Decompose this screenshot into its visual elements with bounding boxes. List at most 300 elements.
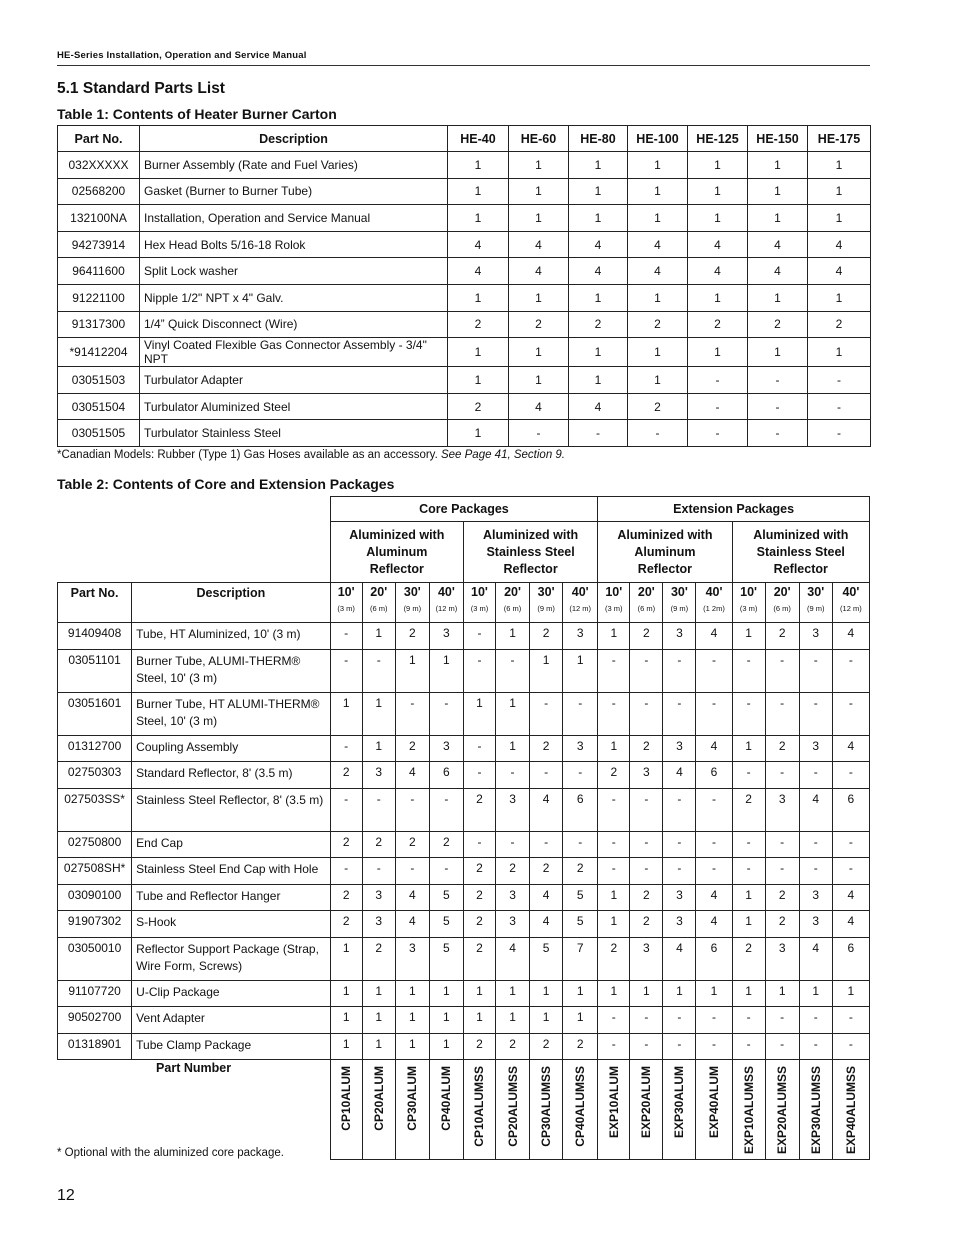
quantity-cell: - xyxy=(496,649,530,692)
quantity-cell: - xyxy=(598,858,630,885)
subgroup-line: Reflector xyxy=(637,561,692,576)
quantity-cell: 2 xyxy=(688,311,748,338)
quantity-cell: 1 xyxy=(530,649,563,692)
length-metric: (6 m) xyxy=(503,604,522,613)
quantity-cell: 1 xyxy=(630,980,663,1007)
part-number-cell: 03051504 xyxy=(58,393,140,420)
quantity-cell: - xyxy=(765,649,799,692)
quantity-cell: - xyxy=(530,831,563,858)
length-metric: (3 m) xyxy=(605,604,623,613)
quantity-cell: - xyxy=(663,858,696,885)
quantity-cell: - xyxy=(696,649,732,692)
quantity-cell: 4 xyxy=(748,231,808,258)
table-row xyxy=(58,735,870,762)
quantity-cell: 1 xyxy=(808,178,871,205)
quantity-cell: 4 xyxy=(696,884,732,911)
quantity-cell: - xyxy=(362,649,395,692)
length-feet: 30' xyxy=(670,585,688,599)
quantity-cell: 2 xyxy=(530,735,563,762)
quantity-cell: 4 xyxy=(395,911,429,938)
table1-column-header: Description xyxy=(140,126,448,152)
quantity-cell: 1 xyxy=(808,152,871,179)
part-number-cell: 03051601 xyxy=(58,692,132,735)
part-number-label: Part Number xyxy=(156,1061,232,1075)
quantity-cell: - xyxy=(663,692,696,735)
package-code: EXP20ALUM xyxy=(639,1066,654,1139)
table1-footnote-ref: See Page 41, Section 9. xyxy=(440,449,566,461)
quantity-cell: - xyxy=(663,649,696,692)
quantity-cell: 3 xyxy=(630,937,663,980)
quantity-cell: 2 xyxy=(463,937,495,980)
quantity-cell: - xyxy=(569,420,628,447)
subgroup-line: Aluminized with xyxy=(753,527,849,542)
quantity-cell: - xyxy=(832,1007,869,1034)
quantity-cell: 4 xyxy=(628,258,688,285)
quantity-cell: 1 xyxy=(569,284,628,311)
quantity-cell: - xyxy=(598,1007,630,1034)
quantity-cell: 1 xyxy=(395,1007,429,1034)
quantity-cell: 3 xyxy=(563,735,598,762)
table2-title: Table 2: Contents of Core and Extension Packages xyxy=(57,476,395,492)
subgroup-line: Stainless Steel xyxy=(486,544,575,559)
quantity-cell: 3 xyxy=(799,911,832,938)
quantity-cell: 6 xyxy=(832,937,869,980)
quantity-cell: 4 xyxy=(808,258,871,285)
quantity-cell: 1 xyxy=(688,205,748,232)
quantity-cell: 1 xyxy=(509,367,569,394)
quantity-cell: 2 xyxy=(765,623,799,650)
quantity-cell: 4 xyxy=(688,231,748,258)
table-row xyxy=(58,178,871,205)
quantity-cell: - xyxy=(696,831,732,858)
quantity-cell: - xyxy=(463,735,495,762)
table-row xyxy=(58,623,870,650)
quantity-cell: 3 xyxy=(799,735,832,762)
quantity-cell: 3 xyxy=(663,735,696,762)
quantity-cell: 2 xyxy=(395,623,429,650)
quantity-cell: - xyxy=(598,788,630,831)
part-number-cell: 91221100 xyxy=(58,284,140,311)
table-row xyxy=(58,420,871,447)
quantity-cell: 1 xyxy=(448,178,509,205)
package-subgroup-header xyxy=(732,522,869,583)
quantity-cell: 1 xyxy=(448,284,509,311)
table1-column-header: HE-150 xyxy=(748,126,808,152)
quantity-cell: 5 xyxy=(429,937,463,980)
quantity-cell: - xyxy=(799,1033,832,1060)
quantity-cell: - xyxy=(330,735,362,762)
quantity-cell: 1 xyxy=(530,1007,563,1034)
quantity-cell: - xyxy=(663,1007,696,1034)
package-code-cell xyxy=(630,1060,663,1160)
quantity-cell: 7 xyxy=(563,937,598,980)
quantity-cell: 3 xyxy=(496,884,530,911)
quantity-cell: 1 xyxy=(362,1007,395,1034)
quantity-cell: - xyxy=(530,692,563,735)
quantity-cell: - xyxy=(732,858,765,885)
length-header xyxy=(395,583,429,623)
quantity-cell: 1 xyxy=(598,911,630,938)
table-row xyxy=(58,649,870,692)
quantity-cell: 2 xyxy=(330,762,362,789)
package-code-cell xyxy=(463,1060,495,1160)
quantity-cell: - xyxy=(630,788,663,831)
quantity-cell: 2 xyxy=(530,858,563,885)
quantity-cell: 1 xyxy=(688,178,748,205)
length-metric: (9 m) xyxy=(806,604,825,613)
quantity-cell: - xyxy=(688,367,748,394)
table1-column-header: HE-40 xyxy=(448,126,509,152)
length-header-row xyxy=(58,583,870,623)
length-feet: 10' xyxy=(605,585,623,599)
length-feet: 20' xyxy=(504,585,521,599)
quantity-cell: 4 xyxy=(530,788,563,831)
table-row xyxy=(58,284,871,311)
quantity-cell: 1 xyxy=(628,284,688,311)
table-row xyxy=(58,1033,870,1060)
quantity-cell: 1 xyxy=(330,937,362,980)
quantity-cell: - xyxy=(663,1033,696,1060)
quantity-cell: 1 xyxy=(688,152,748,179)
description-cell: U-Clip Package xyxy=(132,980,330,1007)
quantity-cell: - xyxy=(765,1007,799,1034)
quantity-cell: 1 xyxy=(362,980,395,1007)
quantity-cell: - xyxy=(832,858,869,885)
quantity-cell: 2 xyxy=(732,788,765,831)
length-feet: 10' xyxy=(337,585,355,599)
quantity-cell: 2 xyxy=(530,1033,563,1060)
package-code: EXP40ALUMSS xyxy=(843,1066,858,1155)
description-cell: Vinyl Coated Flexible Gas Connector Assembly - 3/4" NPT xyxy=(140,338,448,367)
quantity-cell: 4 xyxy=(663,937,696,980)
quantity-cell: 4 xyxy=(530,884,563,911)
quantity-cell: - xyxy=(696,858,732,885)
description-cell: Standard Reflector, 8' (3.5 m) xyxy=(132,762,330,789)
length-metric: (12 m) xyxy=(435,604,458,613)
quantity-cell: 1 xyxy=(569,178,628,205)
quantity-cell: 1 xyxy=(362,735,395,762)
length-header xyxy=(330,583,362,623)
quantity-cell: 2 xyxy=(362,937,395,980)
quantity-cell: 1 xyxy=(463,980,495,1007)
quantity-cell: 1 xyxy=(799,980,832,1007)
quantity-cell: - xyxy=(832,762,869,789)
table-row xyxy=(58,788,870,831)
subgroup-line: Aluminized with xyxy=(483,527,579,542)
length-metric: (12 m) xyxy=(840,604,862,613)
quantity-cell: - xyxy=(630,858,663,885)
quantity-cell: - xyxy=(630,692,663,735)
quantity-cell: - xyxy=(563,831,598,858)
quantity-cell: 2 xyxy=(448,393,509,420)
quantity-cell: 2 xyxy=(463,911,495,938)
package-code-cell xyxy=(395,1060,429,1160)
length-header xyxy=(530,583,563,623)
quantity-cell: - xyxy=(748,393,808,420)
quantity-cell: 5 xyxy=(429,911,463,938)
table-row xyxy=(58,393,871,420)
quantity-cell: 2 xyxy=(463,858,495,885)
table-row xyxy=(58,884,870,911)
package-code: EXP10ALUMSS xyxy=(741,1066,756,1155)
length-feet: 40' xyxy=(842,585,860,599)
quantity-cell: - xyxy=(765,762,799,789)
quantity-cell: 1 xyxy=(748,338,808,367)
quantity-cell: 1 xyxy=(429,649,463,692)
quantity-cell: 1 xyxy=(330,1033,362,1060)
quantity-cell: - xyxy=(362,858,395,885)
package-code-cell xyxy=(663,1060,696,1160)
quantity-cell: 1 xyxy=(429,1007,463,1034)
quantity-cell: - xyxy=(732,649,765,692)
part-number-cell: *91412204 xyxy=(58,338,140,367)
quantity-cell: 1 xyxy=(463,1007,495,1034)
quantity-cell: - xyxy=(688,420,748,447)
part-number-cell: 02750800 xyxy=(58,831,132,858)
quantity-cell: - xyxy=(509,420,569,447)
length-header xyxy=(496,583,530,623)
length-header xyxy=(598,583,630,623)
length-header xyxy=(832,583,869,623)
quantity-cell: 2 xyxy=(630,884,663,911)
quantity-cell: 1 xyxy=(448,205,509,232)
table1-footnote xyxy=(57,449,565,461)
quantity-cell: - xyxy=(799,831,832,858)
package-code: EXP40ALUM xyxy=(707,1066,721,1139)
description-cell: Stainless Steel End Cap with Hole xyxy=(132,858,330,885)
quantity-cell: 1 xyxy=(563,649,598,692)
quantity-cell: 2 xyxy=(630,735,663,762)
part-number-cell: 027503SS* xyxy=(58,788,132,831)
core-extension-packages-table xyxy=(57,496,870,1160)
quantity-cell: - xyxy=(748,420,808,447)
quantity-cell: 2 xyxy=(530,623,563,650)
quantity-cell: 4 xyxy=(509,258,569,285)
package-code-row xyxy=(58,1060,870,1160)
quantity-cell: 4 xyxy=(628,231,688,258)
table-row xyxy=(58,980,870,1007)
quantity-cell: 2 xyxy=(395,735,429,762)
length-metric: (3 m) xyxy=(337,604,355,613)
description-cell: Tube, HT Aluminized, 10' (3 m) xyxy=(132,623,330,650)
quantity-cell: - xyxy=(330,858,362,885)
quantity-cell: 1 xyxy=(563,980,598,1007)
table-row xyxy=(58,367,871,394)
quantity-cell: 4 xyxy=(569,231,628,258)
table-row xyxy=(58,1007,870,1034)
description-cell: End Cap xyxy=(132,831,330,858)
package-code: CP30ALUM xyxy=(405,1066,420,1131)
quantity-cell: 3 xyxy=(765,937,799,980)
quantity-cell: 1 xyxy=(362,623,395,650)
quantity-cell: 2 xyxy=(765,735,799,762)
quantity-cell: - xyxy=(696,1033,732,1060)
part-number-cell: 03051505 xyxy=(58,420,140,447)
part-number-cell: 03051503 xyxy=(58,367,140,394)
quantity-cell: 1 xyxy=(429,1033,463,1060)
section-title: 5.1 Standard Parts List xyxy=(57,80,225,97)
heater-burner-carton-table xyxy=(57,125,871,447)
package-group-header: Core Packages xyxy=(330,497,598,522)
part-number-cell: 91907302 xyxy=(58,911,132,938)
subgroup-line: Aluminized with xyxy=(349,527,445,542)
quantity-cell: 2 xyxy=(598,762,630,789)
quantity-cell: 1 xyxy=(448,152,509,179)
table-row xyxy=(58,338,871,367)
length-header xyxy=(463,583,495,623)
quantity-cell: - xyxy=(598,1033,630,1060)
quantity-cell: 1 xyxy=(732,623,765,650)
quantity-cell: - xyxy=(732,762,765,789)
quantity-cell: - xyxy=(429,692,463,735)
quantity-cell: - xyxy=(765,858,799,885)
quantity-cell: 1 xyxy=(832,980,869,1007)
quantity-cell: 2 xyxy=(429,831,463,858)
quantity-cell: - xyxy=(799,762,832,789)
quantity-cell: - xyxy=(630,649,663,692)
quantity-cell: 4 xyxy=(832,735,869,762)
length-metric: (3 m) xyxy=(739,604,758,613)
quantity-cell: 5 xyxy=(563,884,598,911)
quantity-cell: 4 xyxy=(509,393,569,420)
quantity-cell: 2 xyxy=(463,884,495,911)
description-header: Description xyxy=(132,583,330,623)
quantity-cell: 6 xyxy=(696,937,732,980)
subgroup-line: Aluminum xyxy=(634,544,696,559)
quantity-cell: - xyxy=(598,649,630,692)
quantity-cell: - xyxy=(832,831,869,858)
quantity-cell: 2 xyxy=(330,831,362,858)
package-code-cell xyxy=(362,1060,395,1160)
quantity-cell: 2 xyxy=(496,1033,530,1060)
quantity-cell: - xyxy=(496,831,530,858)
quantity-cell: 1 xyxy=(598,623,630,650)
table1-column-header: HE-175 xyxy=(808,126,871,152)
quantity-cell: 2 xyxy=(463,788,495,831)
running-header xyxy=(57,50,870,66)
quantity-cell: 5 xyxy=(429,884,463,911)
quantity-cell: 2 xyxy=(395,831,429,858)
quantity-cell: 1 xyxy=(395,649,429,692)
package-code: EXP30ALUMSS xyxy=(808,1066,823,1155)
quantity-cell: 1 xyxy=(808,284,871,311)
quantity-cell: 4 xyxy=(696,623,732,650)
quantity-cell: - xyxy=(765,1033,799,1060)
quantity-cell: 1 xyxy=(563,1007,598,1034)
package-code-cell xyxy=(696,1060,732,1160)
quantity-cell: - xyxy=(732,1033,765,1060)
quantity-cell: 1 xyxy=(748,205,808,232)
length-feet: 30' xyxy=(403,585,421,599)
length-metric: (12 m) xyxy=(569,604,592,613)
quantity-cell: 1 xyxy=(688,284,748,311)
part-number-cell: 01318901 xyxy=(58,1033,132,1060)
quantity-cell: 2 xyxy=(563,858,598,885)
package-code-cell xyxy=(799,1060,832,1160)
package-code: CP20ALUMSS xyxy=(505,1066,520,1147)
quantity-cell: 3 xyxy=(362,762,395,789)
quantity-cell: - xyxy=(395,858,429,885)
package-code: CP40ALUM xyxy=(439,1066,454,1131)
length-header xyxy=(630,583,663,623)
quantity-cell: - xyxy=(563,692,598,735)
quantity-cell: 2 xyxy=(330,911,362,938)
quantity-cell: 6 xyxy=(429,762,463,789)
quantity-cell: - xyxy=(808,393,871,420)
quantity-cell: 1 xyxy=(496,1007,530,1034)
quantity-cell: 1 xyxy=(628,338,688,367)
length-header xyxy=(429,583,463,623)
quantity-cell: - xyxy=(463,649,495,692)
length-feet: 10' xyxy=(471,585,488,599)
table-row xyxy=(58,258,871,285)
part-number-cell: 02568200 xyxy=(58,178,140,205)
quantity-cell: 4 xyxy=(448,258,509,285)
length-metric: (6 m) xyxy=(637,604,656,613)
package-code-cell xyxy=(429,1060,463,1160)
part-number-cell: 03050010 xyxy=(58,937,132,980)
package-code: CP10ALUMSS xyxy=(472,1066,487,1147)
quantity-cell: 1 xyxy=(448,367,509,394)
length-feet: 20' xyxy=(370,585,388,599)
quantity-cell: 4 xyxy=(448,231,509,258)
part-number-cell: 91107720 xyxy=(58,980,132,1007)
table-row xyxy=(58,692,870,735)
part-number-cell: 94273914 xyxy=(58,231,140,258)
quantity-cell: 4 xyxy=(808,231,871,258)
quantity-cell: 4 xyxy=(799,788,832,831)
quantity-cell: 3 xyxy=(362,884,395,911)
length-header xyxy=(732,583,765,623)
quantity-cell: - xyxy=(732,692,765,735)
description-cell: Turbulator Stainless Steel xyxy=(140,420,448,447)
length-metric: (9 m) xyxy=(670,604,689,613)
blank-cell xyxy=(58,497,331,583)
quantity-cell: 1 xyxy=(496,692,530,735)
quantity-cell: - xyxy=(530,762,563,789)
length-feet: 30' xyxy=(537,585,555,599)
quantity-cell: - xyxy=(463,623,495,650)
package-code-cell xyxy=(832,1060,869,1160)
quantity-cell: 4 xyxy=(832,623,869,650)
quantity-cell: 2 xyxy=(330,884,362,911)
quantity-cell: 5 xyxy=(530,937,563,980)
quantity-cell: - xyxy=(463,831,495,858)
quantity-cell: - xyxy=(799,692,832,735)
quantity-cell: 2 xyxy=(496,858,530,885)
table1-title: Table 1: Contents of Heater Burner Carton xyxy=(57,106,337,122)
description-cell: Split Lock washer xyxy=(140,258,448,285)
quantity-cell: 1 xyxy=(598,884,630,911)
package-code: EXP20ALUMSS xyxy=(775,1066,790,1155)
subgroup-line: Reflector xyxy=(369,561,424,576)
quantity-cell: 1 xyxy=(395,980,429,1007)
quantity-cell: 4 xyxy=(509,231,569,258)
table2-footnote: * Optional with the aluminized core package. xyxy=(57,1147,284,1159)
quantity-cell: 3 xyxy=(799,884,832,911)
quantity-cell: - xyxy=(765,831,799,858)
quantity-cell: 1 xyxy=(808,338,871,367)
quantity-cell: - xyxy=(395,692,429,735)
length-metric: (6 m) xyxy=(369,604,388,613)
part-number-cell: 03090100 xyxy=(58,884,132,911)
length-header xyxy=(696,583,732,623)
description-cell: Reflector Support Package (Strap, Wire Form, Screws) xyxy=(132,937,330,980)
length-metric: (3 m) xyxy=(470,604,489,613)
quantity-cell: - xyxy=(630,1033,663,1060)
quantity-cell: 2 xyxy=(765,911,799,938)
quantity-cell: 3 xyxy=(799,623,832,650)
